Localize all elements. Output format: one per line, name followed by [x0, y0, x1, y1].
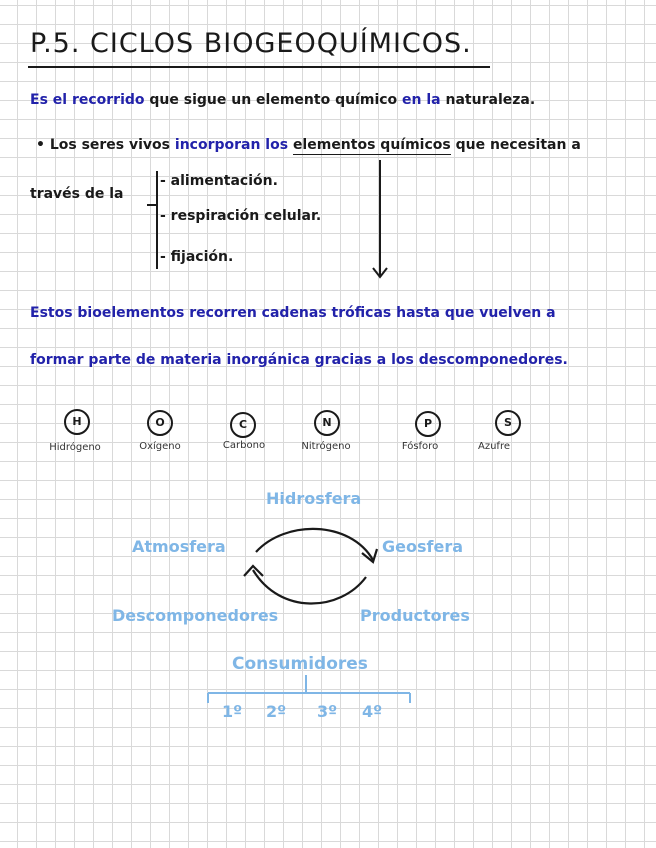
label-productores: Productores [360, 606, 470, 625]
bioelements-line-1: Estos bioelementos recorren cadenas tróficas hasta que vuelven a [30, 305, 556, 321]
living-beings-text-4: que necesitan a [455, 137, 581, 153]
consumer-order-2: 2º [266, 702, 287, 721]
label-consumidores: Consumidores [232, 654, 368, 674]
element-p-circle: P [415, 411, 441, 437]
list-item-alimentacion: - alimentación. [160, 173, 278, 189]
list-item-fijacion: - fijación. [160, 249, 234, 265]
consumer-order-3: 3º [317, 702, 338, 721]
label-geosfera: Geosfera [382, 537, 463, 556]
definition-text-4: naturaleza. [445, 92, 536, 108]
element-h-label: Hidrógeno [49, 442, 101, 453]
consumer-order-4: 4º [362, 702, 383, 721]
element-n-circle: N [314, 410, 340, 436]
label-descomponedores: Descomponedores [112, 606, 279, 625]
definition-text-1: Es el recorrido [30, 92, 145, 108]
page-title: P.5. CICLOS BIOGEOQUÍMICOS. [30, 28, 472, 59]
living-beings-text-1: Los seres vivos [49, 137, 171, 153]
definition-text-2: que sigue un elemento químico [149, 92, 398, 108]
bullet: • [36, 137, 45, 153]
element-o-circle: O [147, 410, 173, 436]
cycle-arrow-top [256, 529, 373, 560]
element-s-circle: S [495, 410, 521, 436]
list-item-respiracion: - respiración celular. [160, 208, 322, 224]
consumer-order-1: 1º [222, 702, 243, 721]
element-h-circle: H [64, 409, 90, 435]
element-o-label: Oxígeno [139, 441, 181, 452]
living-beings-text-3: elementos químicos [292, 137, 451, 153]
element-n-label: Nitrógeno [301, 441, 351, 452]
element-c-circle: C [230, 412, 256, 438]
label-atmosfera: Atmosfera [132, 537, 226, 556]
element-p-label: Fósforo [401, 441, 439, 452]
living-beings-text-2: incorporan los [174, 137, 289, 153]
cycle-arrow-bottom [253, 570, 366, 604]
label-hidrosfera: Hidrosfera [266, 489, 362, 508]
element-s-label: Azufre [478, 441, 510, 452]
definition-text-3: en la [402, 92, 441, 108]
element-c-label: Carbono [222, 440, 266, 451]
bioelements-line-2: formar parte de materia inorgánica gracias a los descomponedores. [30, 352, 568, 368]
living-beings-line-2: través de la [30, 186, 124, 202]
